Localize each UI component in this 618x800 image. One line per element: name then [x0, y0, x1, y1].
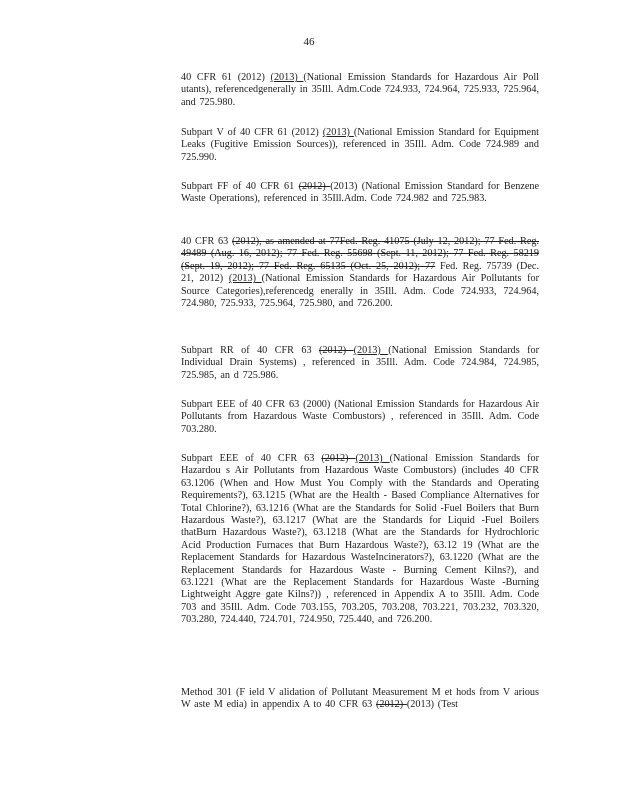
deleted-text: (2012) [298, 181, 331, 192]
entry-text: Method 301 (F ield V alidation of Pollutant Measurement M et hods from V arious W aste M edia) in appendix A to 40 CFR 63 [181, 687, 539, 711]
entry-subpart-v [181, 127, 539, 164]
entry-text: (2013) (National Emission Standard for Benzene Waste Operations), referenced in 35Ill.Adm. Code 724.982 and 725.983. [181, 181, 539, 205]
inserted-text: (2013) [270, 72, 304, 83]
entry-text: 40 CFR 63 [181, 236, 233, 247]
deleted-text: (2012), as amended at 77Fed. Reg. 41075 (July 12, 2012); 77 Fed. Reg. 49489 (Aug. 16, 2012); 77 Fed. Reg. 55698 (Sept. 11, 2012); 77 Fed. Reg. 58219 (Sept. 19, 2012); 77 Fed. Reg. 65135 (Oct. 25, 2012); 77 [181, 236, 539, 272]
deleted-text: (2012) [319, 345, 354, 356]
inserted-text: (2013) [353, 345, 389, 356]
entry-text: (National Emission Standards for Hazardous Air Poll utants), referencedgenerally in 35Ill. Adm.Code 724.933, 724.964, 725.933, 725.964, and 725.980. [181, 72, 539, 108]
entry-text: Subpart RR of 40 CFR 63 [181, 345, 320, 356]
entry-text: Subpart EEE of 40 CFR 63 [181, 453, 322, 464]
entry-40cfr63 [181, 236, 539, 310]
page-number: 46 [303, 36, 315, 48]
entry-text: Fed. Reg. 75739 (Dec. 21, 2012) [181, 260, 539, 285]
inserted-text: (2013) [322, 127, 354, 138]
inserted-text: (2013) [228, 273, 262, 285]
entry-method-301 [181, 687, 539, 712]
entry-subpart-rr [181, 345, 539, 382]
entry-text: (National Emission Standard for Equipment Leaks (Fugitive Emission Sources)), referenced in 35Ill. Adm. Code 724.989 and 725.990. [181, 127, 539, 163]
entry-text: Subpart V of 40 CFR 61 (2012) [181, 127, 323, 138]
entry-text: Subpart EEE of 40 CFR 63 (2000) (National Emission Standards for Hazardous Air Pollutants from Hazardous Waste Combustors) , referenced in 35Ill. Adm. Code 703.280. [181, 399, 539, 435]
entry-text: (National Emission Standards for Hazardous Air Pollutants for Source Categories),referencedg enerally in 35Ill. Adm. Code 724.933, 724.964, 724.980, 725.933, 725.964, 725.980, and 726.200. [181, 273, 539, 310]
inserted-text: (2013) [355, 453, 390, 464]
entry-40cfr61 [181, 72, 539, 109]
deleted-text: (2012) [375, 699, 407, 711]
entry-text: (National Emission Standards for Hazardou s Air Pollutants from Hazardous Waste Combustors) (includes 40 CFR 63.1206 (When and How Must You Comply with the Standards and Operating Requirements?), 63.1215 (What are the Health - Based Compliance Alternatives for Total Chlorine?), 63.1216 (What are the Standards for Solid -Fuel Boilers that Burn Hazardous Waste?), 63.1217 (What are the Standards for Liquid -Fuel Boilers thatBurn Hazardous Waste?), 63.1218 (What are the Standards for Hydrochloric Acid Production Furnaces that Burn Hazardous Waste?), 63.12 19 (What are the Replacement Standards for Hazardous WasteIncinerators?), 63.1220 (What are the Replacement Standards for Hazardous Waste - Burning Cement Kilns?), and 63.1221 (What are the Replacement Standards for Hazardous Waste -Burning Lightweight Aggre gate Kilns?)) , referenced in Appendix A to 35Ill. Adm. Code 703 and 35Ill. Adm. Code 703.155, 703.205, 703.208, 703.221, 703.232, 703.320, 703.280, 724.440, 724.701, 724.950, 725.440, and 726.200. [181, 453, 539, 626]
deleted-text: (2012) [321, 453, 356, 464]
entry-text: 40 CFR 61 (2012) [181, 72, 271, 83]
entry-text: Subpart FF of 40 CFR 61 [181, 181, 299, 192]
entry-subpart-eee [181, 453, 539, 627]
entry-subpart-ff [181, 181, 539, 206]
entry-text: (2013) (Test [406, 699, 459, 711]
entry-text: (National Emission Standards for Individual Drain Systems) , referenced in 35Ill. Adm. Code 724.984, 724.985, 725.985, an d 725.986. [181, 345, 539, 381]
entry-subpart-eee-2000 [181, 399, 539, 436]
